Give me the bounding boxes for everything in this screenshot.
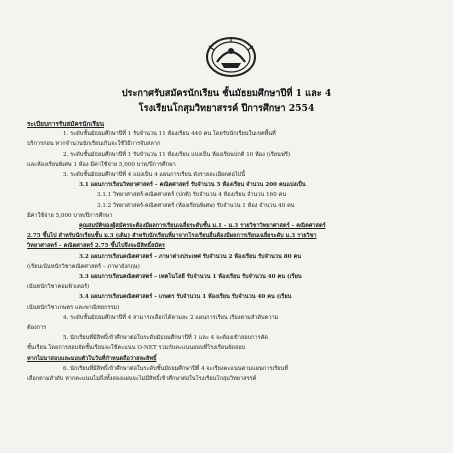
text-line: ชั้นเรียน โดยการสอบจัดชั้นเรียนจะใช้คะแนน O-NET รวมกับคะแนนสอบที่โรงเรียนจัดสอบ (27, 345, 246, 352)
text-line: เน้นหนักวิชาเกษตร และพาณิชยกรรม) (27, 304, 120, 311)
text-line: 3.1.1 วิทยาศาสตร์-คณิตศาสตร์ (ปกติ) รับจำนวน 4 ห้องเรียน จำนวน 160 คน (97, 192, 287, 199)
school-emblem-icon (205, 36, 257, 78)
text-line: 2. ระดับชั้นมัธยมศึกษาปีที่ 1 รับจำนวน 11 ห้องเรียน แบ่งเป็น ห้องเรียนปกติ 10 ห้อง (เรียนฟรี) (63, 151, 291, 158)
text-line: 3.4 แผนการเรียนคณิตศาสตร์ – เกษตร รับจำนวน 1 ห้องเรียน รับจำนวน 40 คน (เรียน (79, 294, 292, 301)
text-line: 1. ระดับชั้นมัธยมศึกษาปีที่ 1 รับจำนวน 11 ห้องเรียน 440 คน โดยรับนักเรียนในเขตพื้นที่ (63, 131, 276, 138)
section-heading: ระเบียบการรับสมัครนักเรียน (27, 120, 105, 128)
text-line: 3. ระดับชั้นมัธยมศึกษาปีที่ 4 แบ่งเป็น 4 แผนการเรียน ดังรายละเอียดต่อไปนี้ (63, 172, 246, 179)
text-line: 6. นักเรียนที่มีสิทธิ์เข้าศึกษาต่อในระดับชั้นมัธยมศึกษาปีที่ 4 จะเรียงคะแนนตามแผนการเรียนที่ (63, 365, 289, 372)
text-line: เลือกตามลำดับ หากคะแนนไม่ถึงทั้งสองแผนจะไม่มีสิทธิ์เข้าศึกษาต่อในโรงเรียนโกสุมวิทยาสรรค์ (27, 376, 257, 383)
text-line: 3.1 แผนการเรียนวิทยาศาสตร์ – คณิตศาสตร์ รับจำนวน 5 ห้องเรียน จำนวน 200 คนแบ่งเป็น (79, 182, 306, 189)
title-line-1: ประกาศรับสมัครนักเรียน ชั้นมัธยมศึกษาปีที่ 1 และ 4 (121, 88, 332, 99)
text-line: มีค่าใช้จ่าย 5,000 บาท/ปีการศึกษา (27, 212, 113, 219)
text-line: 3.2 แผนการเรียนคณิตศาสตร์ – ภาษาต่างประเทศ รับจำนวน 2 ห้องเรียน รับจำนวน 80 คน (79, 253, 302, 260)
text-line: เน้นหนักวิชาคอมพิวเตอร์) (27, 284, 90, 291)
text-line: คุณสมบัติของผู้สมัครจะต้องมีผลการเรียนเฉลี่ยระดับชั้น ม.1 – ม.3 รายวิชาวิทยาศาสตร์ – คณิตศาสตร์ (79, 223, 326, 230)
text-line: 3.1.2 วิทยาศาสตร์-คณิตศาสตร์ (ห้องเรียนพิเศษ) รับจำนวน 1 ห้อง จำนวน 40 คน (97, 202, 295, 209)
text-line: วิทยาศาสตร์ – คณิตศาสตร์ 2.75 ขึ้นไปจึงจะมีสิทธิ์สมัคร (27, 243, 165, 250)
text-line: 5. นักเรียนที่มีสิทธิ์เข้าศึกษาต่อในระดับมัธยมศึกษาปีที่ 1 และ 4 จะต้องเข้าสอบการคัด (63, 335, 269, 342)
title-line-2: โรงเรียนโกสุมวิทยาสรรค์ ปีการศึกษา 2554 (138, 103, 315, 114)
text-line: หากไม่มาสอบและมอบตัวในวันที่กำหนดถือว่าสละสิทธิ์ (27, 355, 157, 362)
text-line: และห้องเรียนพิเศษ 1 ห้อง มีค่าใช้จ่าย 5,000 บาท/ปีการศึกษา (27, 161, 176, 168)
document-body (27, 119, 429, 384)
text-line: (เรียนเน้นหนักวิชาคณิตศาสตร์ – ภาษาอังกฤษ) (27, 263, 140, 270)
text-line: บริการก่อน หากจำนวนนักเรียนเกินจะใช้วิธีการจับสลาก (27, 141, 161, 148)
text-line: 4. ระดับชั้นมัธยมศึกษาปีที่ 4 สามารถเลือกได้ตามละ 2 แผนการเรียน เรียงตามลำดับความ (63, 314, 279, 321)
text-line: 2.75 ขึ้นไป สำหรับนักเรียนชั้น ม.3 (เดิม) สำหรับนักเรียนที่มาจากโรงเรียนอื่นต้องมีผลการเรียนเฉลี่ยระดับ ม.3 รายวิชา (27, 233, 317, 240)
text-line: 3.3 แผนการเรียนคณิตศาสตร์ – เทคโนโลยี รับจำนวน 1 ห้องเรียน รับจำนวน 40 คน (เรียน (79, 274, 302, 281)
text-line: ต้องการ (27, 325, 47, 332)
